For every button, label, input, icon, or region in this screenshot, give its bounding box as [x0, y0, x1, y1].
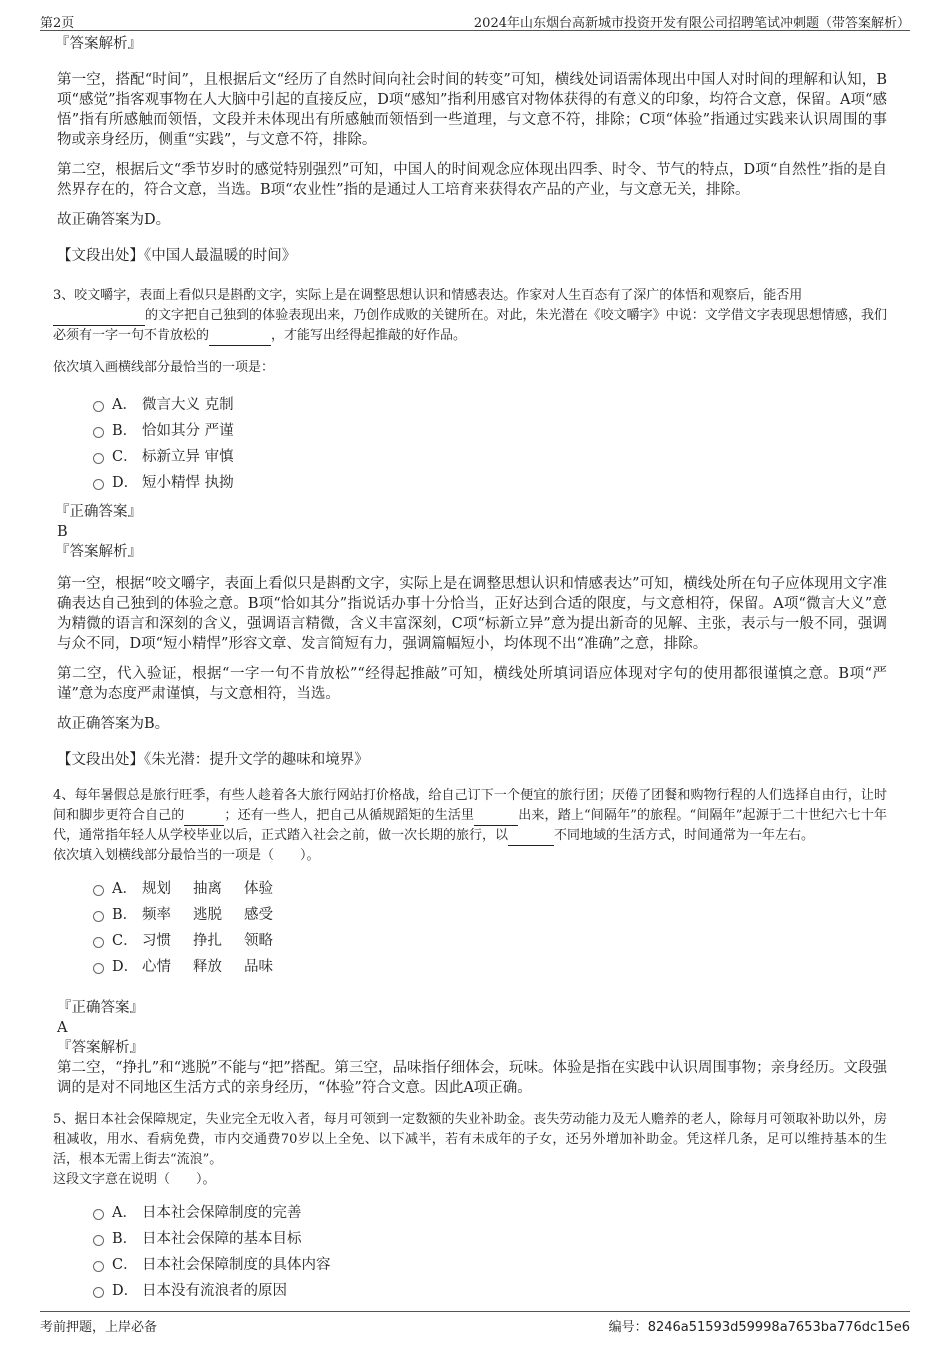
- source-text: 《朱光潜：提升文学的趣味和境界》: [144, 752, 369, 768]
- q4-blank-3: [508, 831, 554, 846]
- question-4: [53, 786, 887, 978]
- page-footer: [40, 1311, 910, 1335]
- q4-blank-1: [184, 811, 224, 826]
- q4-analysis: 第二空，“挣扎”和“逃脱”不能与“把”搭配。第三空，品味指仔细体会，玩味。体验是指在实践中认识周围事物；亲身经历。文段强调的是对不同地区生活方式的亲身经历，“体验”符合文意。因此A项正确。: [57, 1060, 887, 1096]
- q3-blank-2: [209, 331, 271, 346]
- q4-prompt: 依次填入划横线部分最恰当的一项是（ ）。: [53, 848, 320, 863]
- radio-icon[interactable]: [93, 1261, 104, 1272]
- q4-option-c[interactable]: C． 习惯 挣扎 领略: [93, 926, 887, 952]
- q4-blank-2: [474, 811, 518, 826]
- radio-icon[interactable]: [93, 479, 104, 490]
- q3-option-b[interactable]: B． 恰如其分 严谨: [93, 416, 887, 442]
- q4-option-a[interactable]: A． 规划 抽离 体验: [93, 874, 887, 900]
- q3-prompt: 依次填入画横线部分最恰当的一项是：: [53, 360, 275, 375]
- q3-blank-1: [53, 311, 145, 326]
- q3-option-a[interactable]: A． 微言大义 克制: [93, 390, 887, 416]
- q2-conclusion: 故正确答案为D。: [57, 212, 171, 228]
- radio-icon[interactable]: [93, 963, 104, 974]
- radio-icon[interactable]: [93, 401, 104, 412]
- q4-answer: A: [57, 1020, 68, 1036]
- q2-analysis-p1: 第一空，搭配“时间”，且根据后文“经历了自然时间向社会时间的转变”可知，横线处词语需体现出中国人对时间的理解和认知，B项“感觉”指客观事物在人大脑中引起的直接反应，D项“感知”指利用感官对物体获得的有意义的印象，均符合文意，保留。A项“感悟”指有所感触而领悟，文段并未体现出有所感触而领悟到一些道理，与文意不符，排除；C项“体验”指通过实践来认识周围的事物或亲身经历，侧重“实践”，与文意不符，排除。: [57, 72, 888, 148]
- q5-option-b[interactable]: B． 日本社会保障的基本目标: [93, 1224, 887, 1250]
- q3-analysis-p1: 第一空，根据“咬文嚼字，表面上看似只是斟酌文字，实际上是在调整思想认识和情感表达”可知，横线处所在句子应体现用文字准确表达自己独到的体验之意。B项“恰如其分”指说话办事十分恰当，正好达到合适的限度，与文意相符，保留。A项“微言大义”意为精微的语言和深刻的含义，强调语言精微，含义丰富深刻，C项“标新立异”意为提出新奇的见解、主张，表示与一般不同，强调与众不同，D项“短小精悍”形容文章、发言简短有力，强调篇幅短小，均体现不出“准确”之意，排除。: [57, 576, 887, 652]
- q5-option-d[interactable]: D． 日本没有流浪者的原因: [93, 1276, 887, 1302]
- q4-analysis-label: 『答案解析』: [57, 1040, 144, 1056]
- source-text: 《中国人最温暖的时间》: [144, 248, 297, 264]
- radio-icon[interactable]: [93, 427, 104, 438]
- document-code: [609, 1316, 910, 1335]
- q3-option-d[interactable]: D． 短小精悍 执拗: [93, 468, 887, 494]
- radio-icon[interactable]: [93, 453, 104, 464]
- document-title: 2024年山东烟台高新城市投资开发有限公司招聘笔试冲刺题（带答案解析）: [473, 16, 910, 31]
- q4-options: [53, 874, 887, 978]
- q4-stem: 4、每年暑假总是旅行旺季，有些人趁着各大旅行网站打价格战，给自己订下一个便宜的旅行团；厌倦了团餐和购物行程的人们选择自由行，让时间和脚步更符合自己的 ；还有一些人，把自己从循规蹈矩的生活里 出来，踏上“间隔年”的旅程。“间隔年”起源于二十世纪六七十年代，通常指年轻人从学校毕业以后，正式踏入社会之前，做一次长期的旅行，以 不同地域的生活方式，时间通常为一年左右。: [53, 786, 887, 846]
- q3-answer: B: [57, 524, 68, 540]
- q2-source: [57, 246, 887, 266]
- radio-icon[interactable]: [93, 1287, 104, 1298]
- radio-icon[interactable]: [93, 1209, 104, 1220]
- code-label: 编号：: [608, 1320, 648, 1335]
- page-content: [53, 34, 888, 1302]
- q3-source: [57, 750, 887, 770]
- page-number: 第2页: [40, 16, 75, 31]
- question-5: [53, 1110, 887, 1302]
- radio-icon[interactable]: [93, 911, 104, 922]
- radio-icon[interactable]: [93, 885, 104, 896]
- source-label: 【文段出处】: [57, 248, 144, 264]
- q5-options: [53, 1198, 887, 1302]
- q2-analysis-label: 『答案解析』: [55, 36, 142, 52]
- code-value: 8246a51593d59998a7653ba776dc15e6: [647, 1320, 910, 1335]
- source-label: 【文段出处】: [57, 752, 144, 768]
- q5-stem: 5、据日本社会保障规定，失业完全无收入者，每月可领到一定数额的失业补助金。丧失劳动能力及无人赡养的老人，除每月可领取补助以外，房租减收，用水、看病免费，市内交通费70岁以上全免、以下减半，若有未成年的子女，还另外增加补助金。凭这样几条，足可以维持基本的生活，根本无需上街去“流浪”。: [53, 1112, 887, 1167]
- q5-option-a[interactable]: A． 日本社会保障制度的完善: [93, 1198, 887, 1224]
- q3-options: [53, 390, 887, 494]
- question-3: [53, 286, 887, 494]
- q2-analysis-p2: 第二空，根据后文“季节岁时的感觉特别强烈”可知，中国人的时间观念应体现出四季、时令、节气的特点，D项“自然性”指的是自然界存在的，符合文意，当选。B项“农业性”指的是通过人工培育来获得农产品的产业，与文意无关，排除。: [57, 162, 887, 198]
- radio-icon[interactable]: [93, 1235, 104, 1246]
- q4-option-b[interactable]: B． 频率 逃脱 感受: [93, 900, 887, 926]
- q5-option-c[interactable]: C． 日本社会保障制度的具体内容: [93, 1250, 887, 1276]
- q3-analysis-p2: 第二空，代入验证，根据“一字一句不肯放松”“经得起推敲”可知，横线处所填词语应体现对字句的使用都很谨慎之意。B项“严谨”意为态度严肃谨慎，与文意相符，当选。: [57, 666, 887, 702]
- q3-conclusion: 故正确答案为B。: [57, 716, 170, 732]
- page-header: [40, 10, 910, 31]
- q3-correct-label: 『正确答案』: [55, 504, 142, 520]
- q3-stem: 3、咬文嚼字，表面上看似只是斟酌文字，实际上是在调整思想认识和情感表达。作家对人生百态有了深广的体悟和观察后，能否用 的文字把自己独到的体验表现出来，乃创作成败的关键所在。对此，朱光潜在《咬文嚼字》中说：文学借文字表现思想情感，我们必须有一字一句不肯放松的 ，才能写出经得起推敲的好作品。: [53, 286, 887, 346]
- q4-option-d[interactable]: D． 心情 释放 品味: [93, 952, 887, 978]
- q4-correct-label: 『正确答案』: [57, 1000, 144, 1016]
- q3-option-c[interactable]: C． 标新立异 审慎: [93, 442, 887, 468]
- radio-icon[interactable]: [93, 937, 104, 948]
- footer-slogan: 考前押题，上岸必备: [40, 1320, 158, 1335]
- q5-prompt: 这段文字意在说明（ ）。: [53, 1172, 216, 1187]
- q3-analysis-label: 『答案解析』: [55, 544, 142, 560]
